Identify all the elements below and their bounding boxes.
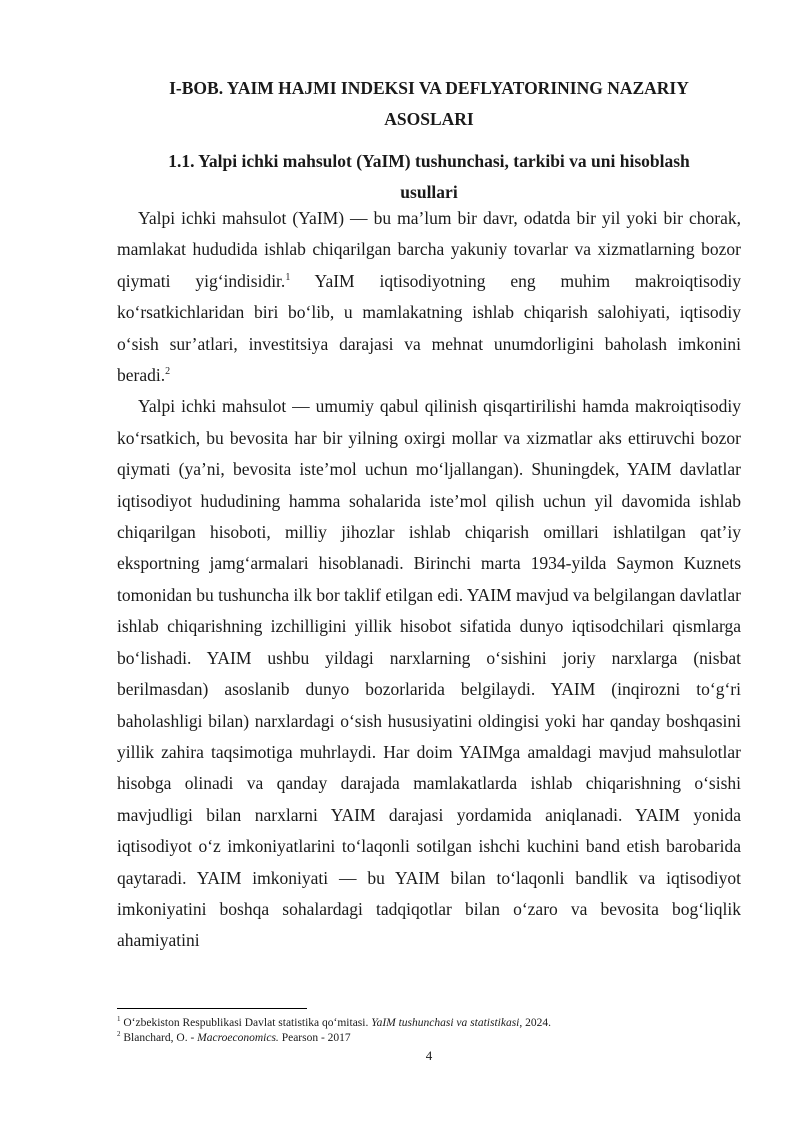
section-title-continued: usullari [400,182,458,202]
footnote-1-title: YaIM tushunchasi va statistikasi [371,1017,520,1029]
footnote-1-text: O‘zbekiston Respublikasi Davlat statistika qo‘mitasi. [120,1017,372,1029]
section-title: 1.1. Yalpi ichki mahsulot (YaIM) tushunchasi, tarkibi va uni hisoblash [168,151,690,171]
paragraph-1 [117,203,741,391]
footnote-separator [117,1008,307,1009]
footnote-ref-2: 2 [165,366,171,378]
footnote-2 [117,1031,741,1045]
footnote-2-publisher: Pearson - 2017 [278,1032,351,1044]
footnote-1 [117,1016,741,1030]
chapter-title-continued: ASOSLARI [384,109,474,129]
footnote-1-year: , 2024. [519,1017,551,1029]
footnote-2-title: Macroeconomics. [197,1032,279,1044]
paragraph-1-text: Yalpi ichki mahsulot (YaIM) — bu ma’lum bir davr, odatda bir yil yoki bir chorak, mamlakat hududida ishlab chiqarilgan barcha yakuniy tovarlar va xizmatlarning bozor qiymati yig‘indisidir. [117,208,741,291]
footnote-2-text: Blanchard, O. - [120,1032,198,1044]
page-number: 4 [425,1048,433,1063]
footnote-ref-1: 1 [285,271,291,283]
paragraph-2: Yalpi ichki mahsulot — umumiy qabul qilinish qisqartirilishi hamda makroiqtisodiy ko‘rsatkich, bu bevosita har bir yilning oxirgi mollar va xizmatlar aks ettiruvchi bozor qiymati (ya’ni, bevosita iste’mol uchun mo‘ljallangan). Shuningdek, YAIM davlatlar iqtisodiyot hududining hamma sohalarida iste’mol qilish uchun yil davomida ishlab chiqarilgan hisoboti, milliy jihozlar ishlab chiqarish omillari ishlatilgan qat’iy eksportning jamg‘armalari hisoblanadi. Birinchi marta 1934-yilda Saymon Kuznets tomonidan bu tushuncha ilk bor taklif etilgan edi. YAIM mavjud va belgilangan davlatlar ishlab chiqarishning izchilligini yillik hisobot sifatida dunyo iqtisodchilari qismlarga bo‘lishadi. YAIM ushbu yildagi narxlarning o‘sishini joriy narxlarga (nisbat berilmasdan) asoslanib dunyo bozorlarida belgilaydi. YAIM (inqirozni to‘g‘ri baholashligi bilan) narxlardagi o‘sish hususiyatini oldingisi yoki har qanday boshqasini yillik zahira taqsimotiga muhrlaydi. Har doim YAIMga amaldagi mavjud mahsulotlar hisobga olinadi va qanday darajada mamlakatlarda ishlab chiqarishning o‘sishi mavjudligi bilan narxlarni YAIM darajasi yordamida aniqlanadi. YAIM yonida iqtisodiyot o‘z imkoniyatlarini to‘laqonli sotilgan ishchi kuchini band etish barobarida qaytaradi. YAIM imkoniyati — bu YAIM bilan to‘laqonli bandlik va iqtisodiyot imkoniyatini boshqa sohalardagi tadqiqotlar bilan o‘zaro va bevosita bog‘liqlik ahamiyatini [117,396,741,951]
footnote-1-number: 1 [117,1015,121,1024]
body-text [117,203,741,957]
paragraph-1-text-continued: YaIM iqtisodiyotning eng muhim makroiqtisodiy ko‘rsatkichlaridan biri bo‘lib, u mamlakatning ishlab chiqarish salohiyati, iqtisodiy o‘sish sur’atlari, investitsiya darajasi va mehnat unumdorligini baholash imkonini beradi. [117,270,741,386]
chapter-title: I-BOB. YAIM HAJMI INDEKSI VA DEFLYATORINING NAZARIY [169,78,689,98]
footnote-2-number: 2 [117,1030,121,1039]
